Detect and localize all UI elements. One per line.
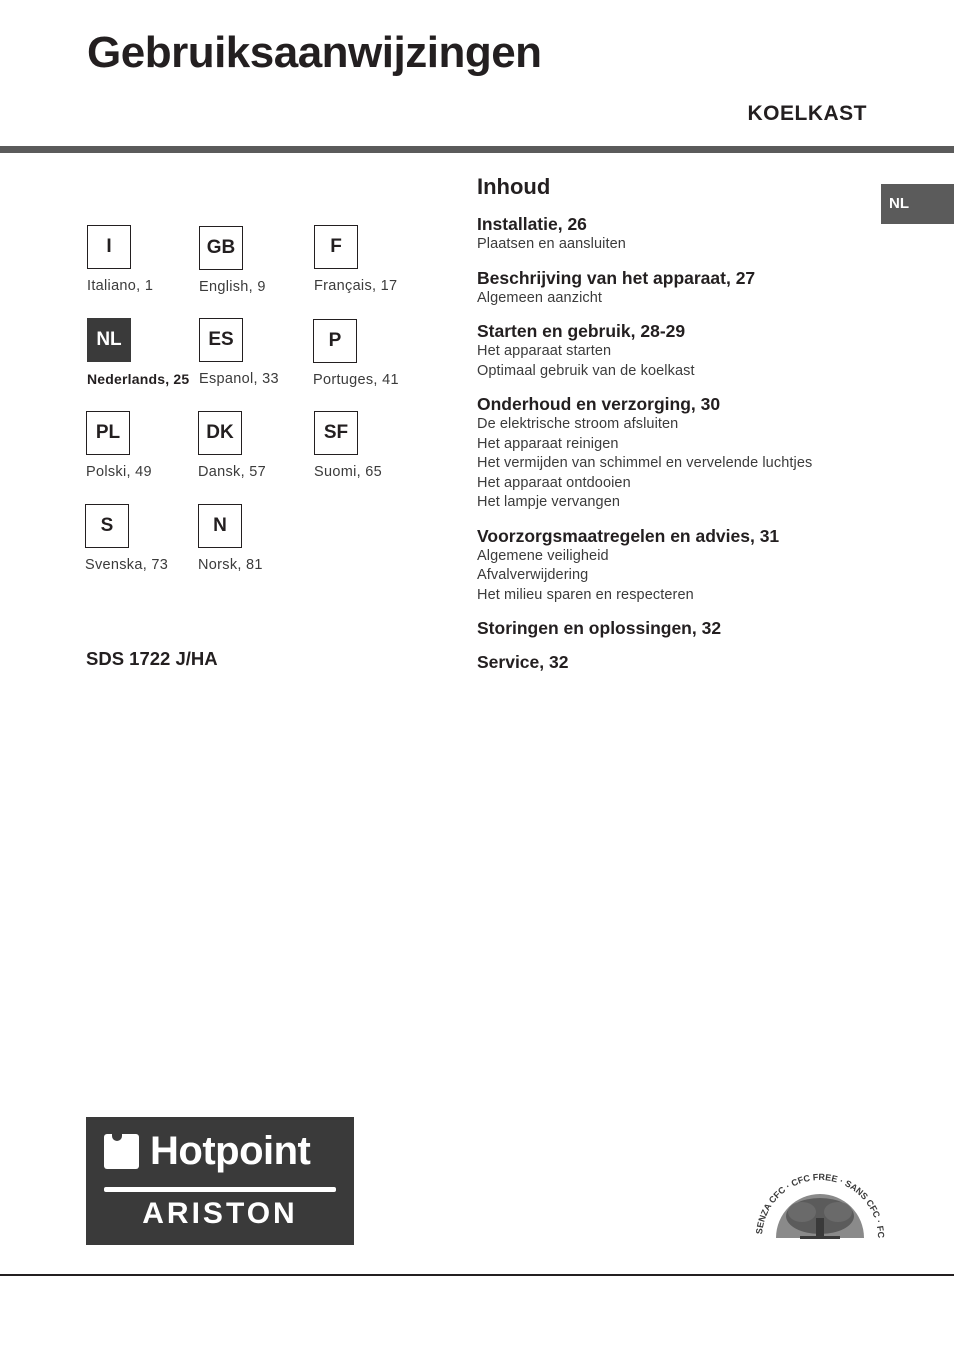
toc-heading[interactable]: Installatie, 26 — [477, 214, 587, 234]
toc-subitem: Algemeen aanzicht — [477, 289, 603, 306]
language-label: Portuges, 41 — [313, 372, 399, 388]
cfc-badge-text: SENZA CFC · CFC FREE · SANS CFC · FC — [754, 1171, 887, 1239]
toc-heading[interactable]: Starten en gebruik, 28-29 — [477, 321, 686, 341]
toc-heading[interactable]: Voorzorgsmaatregelen en advies, 31 — [477, 525, 780, 546]
language-item-dk[interactable] — [198, 411, 328, 480]
language-tab: NL — [881, 184, 954, 224]
product-type: KOELKAST — [747, 102, 867, 125]
footer-rule — [0, 1274, 954, 1276]
toc-section — [477, 652, 857, 673]
language-label: Français, 17 — [314, 278, 398, 294]
language-label: English, 9 — [199, 279, 266, 295]
language-code-box: SF — [314, 411, 358, 455]
toc-heading[interactable]: Storingen en oplossingen, 32 — [477, 618, 722, 638]
toc-subitem: Algemene veiligheid — [477, 547, 609, 564]
toc-section — [477, 268, 857, 309]
model-number: SDS 1722 J/HA — [86, 648, 218, 669]
language-code-box: I — [87, 225, 131, 269]
toc-subitem: Het vermijden van schimmel en vervelende luchtjes — [477, 455, 813, 471]
language-code-box: N — [198, 504, 242, 548]
language-label: Polski, 49 — [86, 464, 152, 480]
logo-brand-line1: Hotpoint — [150, 1129, 311, 1173]
toc-subitem: Het apparaat reinigen — [477, 435, 619, 452]
logo-brand-line2: ARISTON — [142, 1197, 298, 1230]
language-code-box: ES — [199, 318, 243, 362]
toc-section — [477, 526, 857, 606]
language-label: Dansk, 57 — [198, 464, 266, 480]
toc-subitem: Plaatsen en aansluiten — [477, 236, 626, 252]
language-code-box: S — [85, 504, 129, 548]
toc-subitem: Het apparaat starten — [477, 343, 612, 359]
toc-heading[interactable]: Onderhoud en verzorging, 30 — [477, 394, 721, 414]
toc-section — [477, 618, 857, 639]
language-item-sf[interactable] — [314, 411, 444, 480]
hotpoint-ariston-logo — [86, 1117, 354, 1245]
language-label: Suomi, 65 — [314, 464, 382, 480]
language-label: Nederlands, 25 — [87, 371, 190, 387]
toc-heading[interactable]: Service, 32 — [477, 652, 569, 672]
toc-section — [477, 321, 857, 381]
document-title: Gebruiksaanwijzingen — [87, 28, 542, 77]
language-code-box: P — [313, 319, 357, 363]
toc-subitem: Het lampje vervangen — [477, 494, 621, 510]
language-code-box: NL — [87, 318, 131, 362]
toc-heading[interactable]: Beschrijving van het apparaat, 27 — [477, 267, 756, 288]
language-label: Svenska, 73 — [85, 557, 169, 573]
toc-section — [477, 394, 857, 513]
tree-icon — [750, 1168, 890, 1248]
language-code-box: GB — [199, 226, 243, 270]
language-code-box: DK — [198, 411, 242, 455]
cfc-free-badge — [750, 1168, 890, 1248]
language-item-fr[interactable] — [314, 225, 444, 294]
toc-section — [477, 214, 857, 255]
language-label: Italiano, 1 — [87, 278, 154, 294]
language-item-it[interactable] — [87, 225, 217, 294]
toc-subitem: Het milieu sparen en respecteren — [477, 586, 694, 603]
header-rule — [0, 146, 954, 153]
language-label: Norsk, 81 — [198, 557, 263, 573]
brand-mark-icon — [104, 1134, 139, 1169]
toc-subitem: Optimaal gebruik van de koelkast — [477, 362, 695, 379]
language-item-es[interactable] — [199, 318, 329, 387]
logo-divider — [104, 1187, 336, 1192]
toc-subitem: Afvalverwijdering — [477, 567, 589, 583]
language-label: Espanol, 33 — [199, 371, 279, 387]
language-item-no[interactable] — [198, 504, 328, 573]
language-code-box: F — [314, 225, 358, 269]
table-of-contents — [477, 174, 857, 686]
language-item-pl[interactable] — [86, 411, 216, 480]
language-item-pt[interactable] — [313, 319, 443, 388]
language-item-se[interactable] — [85, 504, 215, 573]
toc-title: Inhoud — [477, 174, 551, 199]
language-item-gb[interactable] — [199, 226, 329, 295]
toc-subitem: Het apparaat ontdooien — [477, 474, 631, 491]
language-item-nl[interactable] — [87, 318, 217, 387]
language-code-box: PL — [86, 411, 130, 455]
toc-subitem: De elektrische stroom afsluiten — [477, 416, 679, 432]
